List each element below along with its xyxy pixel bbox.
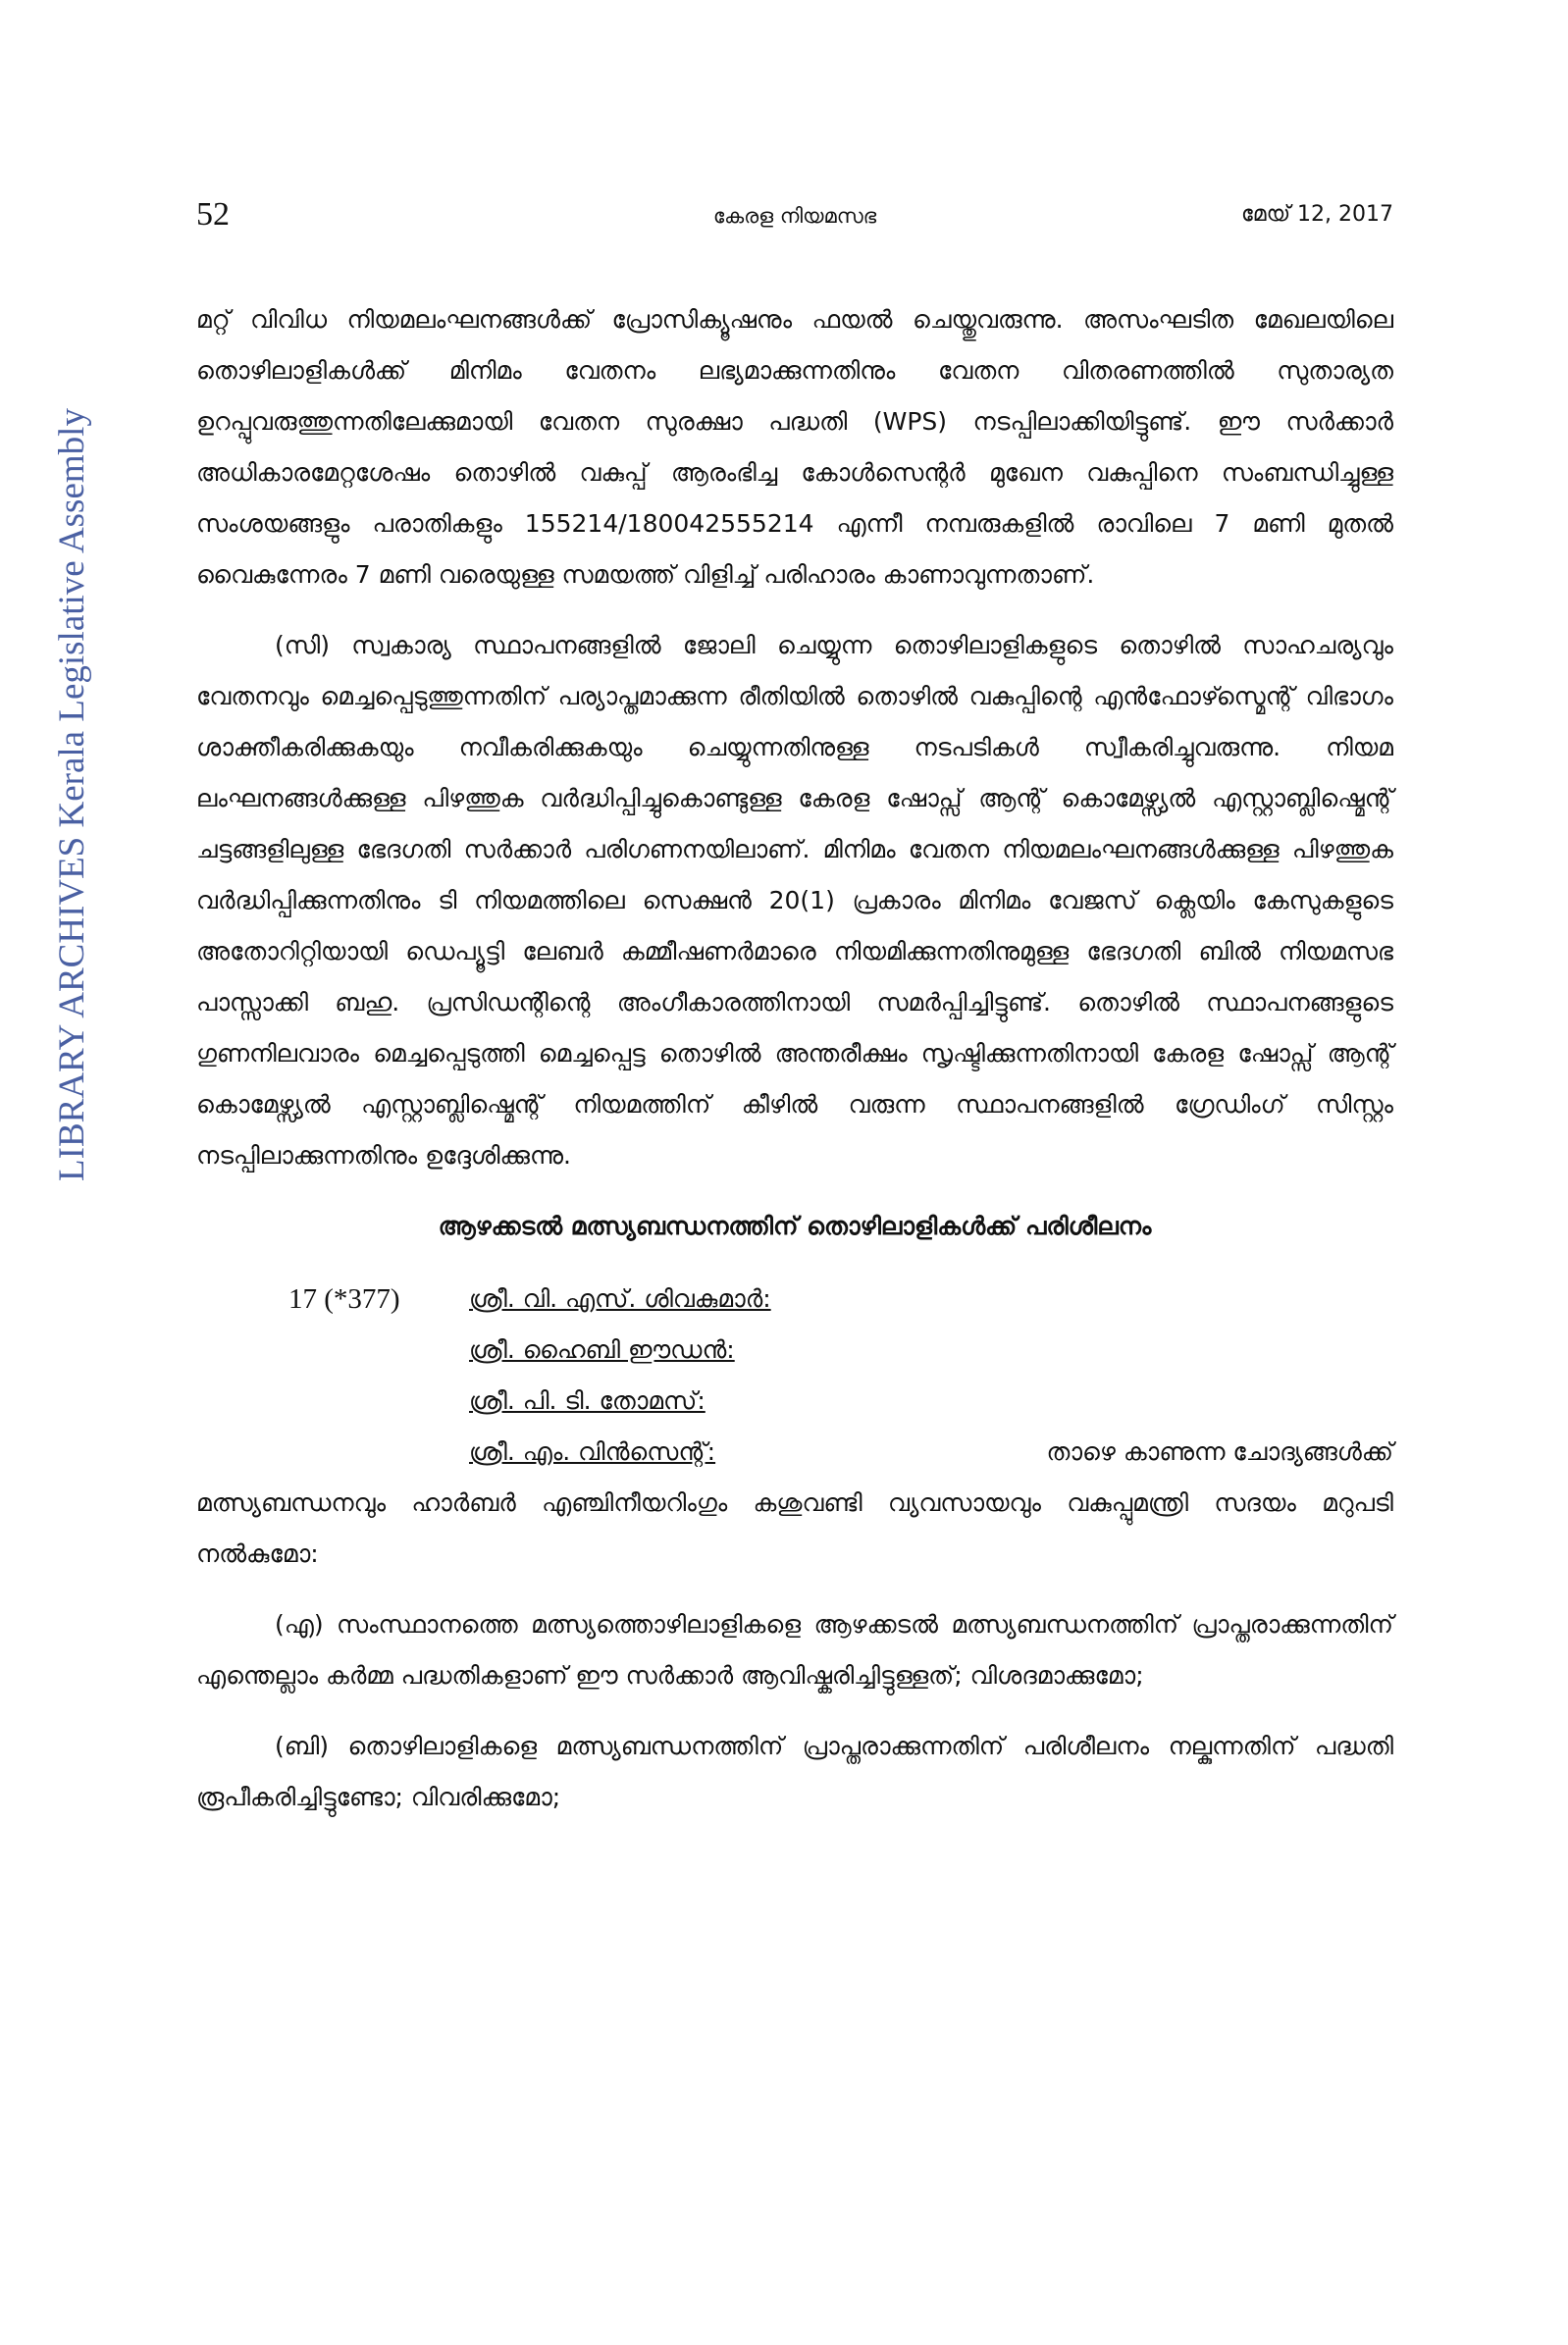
library-archives-watermark: LIBRARY ARCHIVES Kerala Legislative Assembly [52,408,92,1181]
page-number: 52 [196,196,230,233]
page-header [196,196,1393,245]
paragraph-wps: മറ്റ് വിവിധ നിയമലംഘനങ്ങൾക്ക് പ്രോസിക്യൂഷനും ഫയൽ ചെയ്തുവരുന്നു. അസംഘടിത മേഖലയിലെ തൊഴിലാളികൾക്ക് മിനിമം വേതനം ലഭ്യമാക്കുന്നതിനും വേതന വിതരണത്തിൽ സുതാര്യത ഉറപ്പുവരുത്തുന്നതിലേക്കുമായി വേതന സുരക്ഷാ പദ്ധതി (WPS) നടപ്പിലാക്കിയിട്ടുണ്ട്. ഈ സർക്കാർ അധികാരമേറ്റശേഷം തൊഴിൽ വകുപ്പ് ആരംഭിച്ച കോൾസെന്റർ മുഖേന വകുപ്പിനെ സംബന്ധിച്ചുള്ള സംശയങ്ങളും പരാതികളും 155214/180042555214 എന്നീ നമ്പരുകളിൽ രാവിലെ 7 മണി മുതൽ വൈകുന്നേരം 7 മണി വരെയുള്ള സമയത്ത് വിളിച്ച് പരിഹാരം കാണാവുന്നതാണ്. [196,305,1393,589]
question-number: 17 (*377) [288,1283,400,1315]
question-intro: മത്സ്യബന്ധനവും ഹാർബർ എഞ്ചിനീയറിംഗും കശുവണ്ടി വ്യവസായവും വകുപ്പുമന്ത്രി സദയം മറുപടി നൽകുമോ: [196,1488,1393,1568]
document-body [196,294,1393,1843]
question-part-b: (ബി) തൊഴിലാളികളെ മത്സ്യബന്ധനത്തിന് പ്രാപ്തരാക്കുന്നതിന് പരിശീലനം നല്കുന്നതിന് പദ്ധതി രൂപീകരിച്ചിട്ടുണ്ടോ; വിവരിക്കുമോ; [196,1732,1393,1811]
paragraph-c: (സി) സ്വകാര്യ സ്ഥാപനങ്ങളിൽ ജോലി ചെയ്യുന്ന തൊഴിലാളികളുടെ തൊഴിൽ സാഹചര്യവും വേതനവും മെച്ചപ്പെടുത്തുന്നതിന് പര്യാപ്തമാക്കുന്ന രീതിയിൽ തൊഴിൽ വകുപ്പിന്റെ എൻഫോഴ്സ്മെന്റ് വിഭാഗം ശാക്തീകരിക്കുകയും നവീകരിക്കുകയും ചെയ്യുന്നതിനുള്ള നടപടികൾ സ്വീകരിച്ചുവരുന്നു. നിയമ ലംഘനങ്ങൾക്കുള്ള പിഴത്തുക വർദ്ധിപ്പിച്ചുകൊണ്ടുള്ള കേരള ഷോപ്സ് ആന്റ് കൊമേഴ്സ്യൽ എസ്റ്റാബ്ലിഷ്മെന്റ് ചട്ടങ്ങളിലുള്ള ഭേദഗതി സർക്കാർ പരിഗണനയിലാണ്. മിനിമം വേതന നിയമലംഘനങ്ങൾക്കുള്ള പിഴത്തുക വർദ്ധിപ്പിക്കുന്നതിനും ടി നിയമത്തിലെ സെക്ഷൻ 20(1) പ്രകാരം മിനിമം വേജസ് ക്ലെയിം കേസുകളുടെ അതോറിറ്റിയായി ഡെപ്യൂട്ടി ലേബർ കമ്മീഷണർമാരെ നിയമിക്കുന്നതിനുമുള്ള ഭേദഗതി ബിൽ നിയമസഭ പാസ്സാക്കി ബഹു. പ്രസിഡന്റിന്റെ അംഗീകാരത്തിനായി സമർപ്പിച്ചിട്ടുണ്ട്. തൊഴിൽ സ്ഥാപനങ്ങളുടെ ഗുണനിലവാരം മെച്ചപ്പെടുത്തി മെച്ചപ്പെട്ട തൊഴിൽ അന്തരീക്ഷം സൃഷ്ടിക്കുന്നതിനായി കേരള ഷോപ്സ് ആന്റ് കൊമേഴ്സ്യൽ എസ്റ്റാബ്ലിഷ്മെന്റ് നിയമത്തിന് കീഴിൽ വരുന്ന സ്ഥാപനങ്ങളിൽ ഗ്രേഡിംഗ് സിസ്റ്റം നടപ്പിലാക്കുന്നതിനും ഉദ്ദേശിക്കുന്നു. [196,631,1393,1170]
member-list [469,1274,1393,1478]
member-name-last: ശ്രീ. എം. വിൻസെന്റ്: താഴെ കാണുന്ന ചോദ്യങ്ങൾക്ക് [469,1427,1393,1478]
question-block [196,1274,1393,1580]
member-name: ശ്രീ. ഹൈബി ഈഡൻ: [469,1335,735,1364]
question-heading: ആഴക്കടൽ മത്സ്യബന്ധനത്തിന് തൊഴിലാളികൾക്ക് പരിശീലനം [438,1212,1152,1240]
running-title: കേരള നിയമസഭ [712,204,877,228]
header-date: മേയ് 12, 2017 [1240,202,1393,227]
question-intro-first: താഴെ കാണുന്ന ചോദ്യങ്ങൾക്ക് [1046,1437,1393,1466]
member-name: ശ്രീ. പി. ടി. തോമസ്: [469,1386,706,1415]
member-name: ശ്രീ. വി. എസ്. ശിവകുമാർ: [469,1284,771,1313]
question-part-a: (എ) സംസ്ഥാനത്തെ മത്സ്യത്തൊഴിലാളികളെ ആഴക്കടൽ മത്സ്യബന്ധനത്തിന് പ്രാപ്തരാക്കുന്നതിന് എന്തെല്ലാം കർമ്മ പദ്ധതികളാണ് ഈ സർക്കാർ ആവിഷ്കരിച്ചിട്ടുള്ളത്; വിശദമാക്കുമോ; [196,1610,1393,1690]
